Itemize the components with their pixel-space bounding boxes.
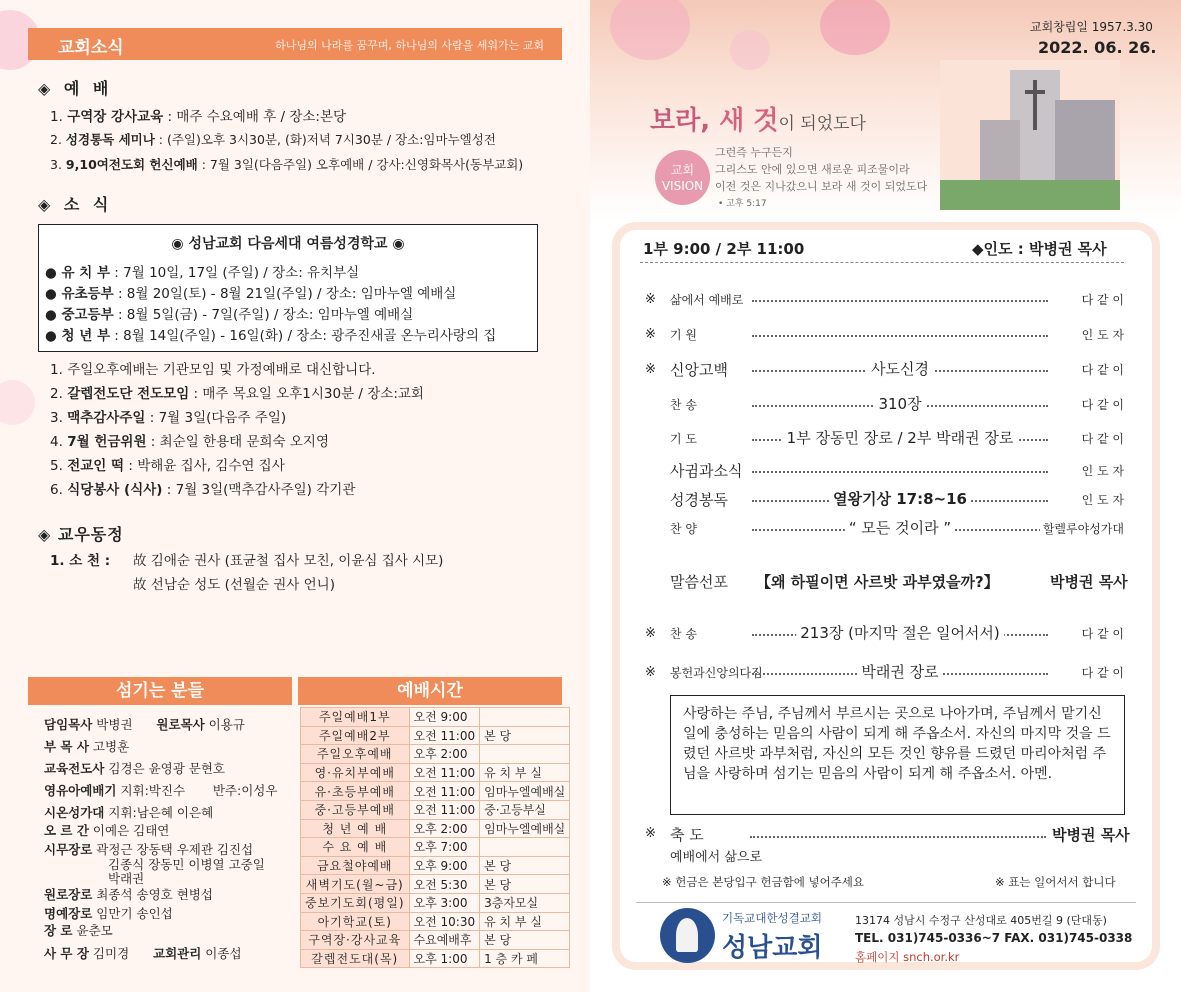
flower-decoration (820, 0, 890, 55)
service-leader: ◆인도 : 박병권 목사 (972, 240, 1107, 258)
box-item: ● 중고등부 : 8월 5일(금) - 7일(주일) / 장소: 임마누엘 예배실 (45, 307, 414, 323)
worship-item: 2. 성경통독 세미나 : (주일)오후 3시30분, (화)저녁 7시30분 / 장소:임마누엘성전 (50, 132, 496, 147)
schedule-cell: 중·고등부예배 (301, 800, 410, 819)
order-mark: ※ (645, 362, 656, 377)
leader-dots (752, 300, 1048, 302)
order-mark: ※ (645, 292, 656, 307)
service-time: 1부 9:00 / 2부 11:00 (643, 240, 805, 258)
denomination: 기독교대한성결교회 (722, 911, 822, 925)
schedule-row (301, 763, 570, 782)
schedule-cell: 청 년 예 배 (301, 819, 410, 838)
order-item-leader: 다 같 이 (1079, 291, 1124, 308)
order-item-name: 찬 양 (670, 522, 697, 536)
order-item-name: 기 도 (670, 432, 697, 446)
schedule-cell: 아기학교(토) (301, 912, 410, 931)
schedule-cell: 임마누엘예배실 (480, 782, 570, 801)
blessing-leader: 박병권 목사 (1052, 826, 1130, 844)
staff-row: 영유아예배기 지휘:박진수 반주:이성우 (44, 783, 278, 798)
schedule-row (301, 819, 570, 838)
order-item-detail: 사도신경 (867, 358, 933, 379)
schedule-row (301, 893, 570, 912)
order-item-name: 신앙고백 (670, 361, 728, 379)
schedule-row (301, 912, 570, 931)
schedule-cell: 오전 11:00 (409, 800, 480, 819)
staff-header: 섬기는 분들 (28, 677, 292, 705)
schedule-row (301, 949, 570, 968)
order-item-detail: 박래권 장로 (857, 661, 942, 682)
vision-badge: 교회 VISION (655, 150, 710, 205)
schedule-cell: 중보기도회(평일) (301, 893, 410, 912)
verse-line: 그리스도 안에 있으면 새로운 피조물이라 (715, 163, 910, 176)
schedule-cell: 수요예배후 (409, 931, 480, 950)
schedule-cell: 오전 5:30 (409, 875, 480, 894)
blessing-name: 축 도 (670, 826, 704, 844)
schedule-cell: 주일오후예배 (301, 745, 410, 764)
schedule-row (301, 726, 570, 745)
staff-row: 시무장로 곽정근 장동택 우제관 김진섭 (44, 842, 254, 857)
box-title: ◉ 성남교회 다음세대 여름성경학교 ◉ (171, 236, 405, 252)
divider (640, 262, 1124, 263)
homepage-link[interactable]: 홈페이지 snch.or.kr (855, 950, 960, 964)
news-item: 4. 7월 헌금위원 : 최순일 한용태 문희숙 오지영 (50, 434, 329, 450)
order-item-name: 사귐과소식 (670, 462, 743, 480)
schedule-cell: 금요철야예배 (301, 856, 410, 875)
schedule-cell: 임마누엘예배실 (480, 819, 570, 838)
left-page (0, 0, 590, 992)
staff-row: 시온성가대 지휘:남은혜 이은혜 (44, 805, 214, 820)
prayer-box: 사랑하는 주님, 주님께서 부르시는 곳으로 나아가며, 주님께서 맡기신 일에 충성하는 믿음의 사람이 되게 해 주옵소서. 자신의 마지막 것을 드렸던 사르밧 과부처럼, 자신의 모든 것인 향유를 드렸던 마리아처럼 주님을 사랑하며 섬기는 믿음의 사람이 되게 해 주옵소서. 아멘. (670, 695, 1125, 815)
order-item-detail: 310장 (874, 393, 925, 414)
church-logo-icon (660, 908, 715, 963)
order-item-detail: 1부 장동민 장로 / 2부 박래권 장로 (783, 427, 1018, 448)
schedule-cell: 유 치 부 실 (480, 763, 570, 782)
schedule-cell: 유·초등부예배 (301, 782, 410, 801)
leader-dots (750, 836, 1046, 838)
church-name: 성남교회 (722, 933, 823, 963)
schedule-cell: 오후 2:00 (409, 745, 480, 764)
worship-schedule-table (300, 707, 570, 968)
schedule-cell: 구역장·강사교육 (301, 931, 410, 950)
leader-dots (752, 471, 1048, 473)
schedule-row (301, 745, 570, 764)
news-item: 5. 전교인 떡 : 박해윤 집사, 김수연 집사 (50, 458, 285, 474)
schedule-cell: 주일예배1부 (301, 708, 410, 727)
schedule-cell: 오후 1:00 (409, 949, 480, 968)
order-item-leader: 인 도 자 (1079, 491, 1124, 508)
order-mark: ※ (645, 327, 656, 342)
schedule-cell: 본 당 (480, 856, 570, 875)
order-item-leader: 다 같 이 (1079, 664, 1124, 681)
flower-decoration (730, 30, 770, 70)
schedule-cell: 본 당 (480, 931, 570, 950)
schedule-row (301, 931, 570, 950)
offering-note: ※ 헌금은 본당입구 헌금함에 넣어주세요 (662, 875, 864, 889)
members-label: 1. 소 천 : (50, 553, 111, 569)
schedule-cell (480, 708, 570, 727)
schedule-cell: 오후 7:00 (409, 838, 480, 857)
church-building-image (940, 60, 1120, 210)
order-item-name: 찬 송 (670, 398, 697, 412)
staff-row: 김종식 장동민 이병열 고중일 (108, 857, 265, 872)
members-line: 故 선남순 성도 (선월순 권사 언니) (133, 577, 335, 593)
order-item-detail: “ 모든 것이라 ” (845, 517, 955, 538)
news-item: 6. 식당봉사 (식사) : 7월 3일(맥추감사주일) 각기관 (50, 482, 356, 498)
schedule-cell: 수 요 예 배 (301, 838, 410, 857)
schedule-cell (480, 745, 570, 764)
schedule-cell (480, 838, 570, 857)
slogan: 보라, 새 것이 되었도다 (650, 106, 866, 136)
summer-bible-school-box (38, 224, 538, 352)
schedule-cell: 1 층 카 페 (480, 949, 570, 968)
news-item: 2. 갈렙전도단 전도모임 : 매주 목요일 오후1시30분 / 장소:교회 (50, 386, 424, 402)
schedule-cell: 본 당 (480, 875, 570, 894)
founded-date: 교회창립일 1957.3.30 (1030, 20, 1153, 34)
worship-item: 3. 9,10여전도회 헌신예배 : 7월 3일(다음주일) 오후예배 / 강사:신영화목사(동부교회) (50, 157, 524, 172)
news-header-title: 교회소식 (58, 38, 124, 58)
schedule-row (301, 856, 570, 875)
order-item-leader: 다 같 이 (1079, 361, 1124, 378)
worship-title: ◈ 예 배 (38, 79, 113, 98)
order-mark: ※ (645, 626, 656, 641)
order-item-name: 기 원 (670, 328, 697, 342)
sermon-title: 【왜 하필이면 사르밧 과부였을까?】 (756, 573, 999, 591)
staff-row: 담임목사 박병권 원로목사 이용규 (44, 717, 245, 732)
schedule-header: 예배시간 (298, 677, 562, 705)
staff-row: 오 르 간 이예은 김태연 (44, 823, 170, 838)
order-item-leader: 인 도 자 (1079, 462, 1124, 479)
schedule-cell: 오후 9:00 (409, 856, 480, 875)
box-item: ● 유 치 부 : 7월 10일, 17일 (주일) / 장소: 유치부실 (45, 265, 360, 281)
order-item-leader: 인 도 자 (1079, 326, 1124, 343)
order-item-name: 성경봉독 (670, 491, 728, 509)
schedule-cell: 오후 2:00 (409, 819, 480, 838)
schedule-cell: 3층자모실 (480, 893, 570, 912)
schedule-row (301, 800, 570, 819)
schedule-cell: 오후 3:00 (409, 893, 480, 912)
order-item-name: 찬 송 (670, 627, 697, 641)
leader-dots (752, 335, 1048, 337)
order-item-name: 봉헌과신앙의다짐 (670, 666, 763, 680)
blessing-sub: 예배에서 삶으로 (670, 850, 763, 865)
schedule-cell: 영·유치부예배 (301, 763, 410, 782)
order-item-detail: 열왕기상 17:8~16 (829, 488, 971, 509)
order-item-name: 삶에서 예배로 (670, 293, 744, 307)
schedule-row (301, 838, 570, 857)
news-header (28, 28, 562, 60)
address: 13174 성남시 수정구 산성대로 405번길 9 (단대동) (855, 914, 1107, 927)
order-item-leader: 다 같 이 (1079, 430, 1124, 447)
staff-row: 장 로 윤춘모 (44, 923, 113, 938)
schedule-cell: 중·고등부실 (480, 800, 570, 819)
standing-note: ※ 표는 일어서서 합니다 (995, 875, 1116, 889)
schedule-cell: 유 치 부 실 (480, 912, 570, 931)
staff-row: 원로장로 최종석 송영호 현병섭 (44, 887, 213, 902)
schedule-cell: 오전 11:00 (409, 763, 480, 782)
schedule-row (301, 875, 570, 894)
verse-line: 이전 것은 지나갔으니 보라 새 것이 되었도다 (715, 180, 928, 193)
box-item: ● 청 년 부 : 8월 14일(주일) - 16일(화) / 장소: 광주진새골 온누리사랑의 집 (45, 328, 497, 344)
schedule-row (301, 782, 570, 801)
schedule-row (301, 708, 570, 727)
staff-row: 교육전도사 김경은 윤영광 문현호 (44, 761, 225, 776)
schedule-cell: 오전 11:00 (409, 726, 480, 745)
schedule-cell: 오전 9:00 (409, 708, 480, 727)
schedule-cell: 주일예배2부 (301, 726, 410, 745)
flower-decoration (0, 380, 35, 425)
box-item: ● 유초등부 : 8월 20일(토) - 8월 21일(주일) / 장소: 임마누엘 예배실 (45, 286, 457, 302)
order-item-leader: 할렐루야성가대 (1040, 520, 1124, 537)
verse-reference: • 고후 5:17 (718, 199, 767, 209)
sermon-label: 말씀선포 (670, 573, 728, 591)
sermon-preacher: 박병권 목사 (1050, 573, 1128, 591)
order-mark: ※ (645, 665, 656, 680)
schedule-cell: 오전 11:00 (409, 782, 480, 801)
schedule-cell: 새벽기도(월~금) (301, 875, 410, 894)
staff-row: 박래권 (108, 871, 145, 886)
staff-row: 부 목 사 고병훈 (44, 739, 130, 754)
schedule-cell: 오전 10:30 (409, 912, 480, 931)
bulletin-date: 2022. 06. 26. (1038, 38, 1157, 57)
blessing-mark: ※ (645, 826, 656, 841)
order-item-detail: 213장 (마지막 절은 일어서서) (796, 622, 1004, 643)
news-item: 1. 주일오후예배는 기관모임 및 가정예배로 대신합니다. (50, 362, 376, 378)
worship-item: 1. 구역장 강사교육 : 매주 수요예배 후 / 장소:본당 (50, 109, 347, 125)
order-item-leader: 다 같 이 (1079, 625, 1124, 642)
order-item-leader: 다 같 이 (1079, 396, 1124, 413)
news-title: ◈ 소 식 (38, 195, 113, 214)
news-item: 3. 맥추감사주일 : 7월 3일(다음주 주일) (50, 410, 287, 426)
schedule-cell: 갈렙전도대(목) (301, 949, 410, 968)
phone-fax: TEL. 031)745-0336~7 FAX. 031)745-0338 (855, 931, 1133, 945)
staff-row: 명예장로 임만기 송인섭 (44, 906, 173, 921)
divider (636, 902, 1136, 903)
schedule-cell: 본 당 (480, 726, 570, 745)
members-line: 故 김애순 권사 (표균철 집사 모친, 이윤심 집사 시모) (133, 553, 444, 569)
flower-decoration (610, 0, 690, 60)
staff-row: 사 무 장 김미경 교회관리 이종섭 (44, 946, 242, 961)
verse-line: 그런즉 누구든지 (715, 146, 793, 159)
news-header-subtitle: 하나님의 나라를 꿈꾸며, 하나님의 사람을 세워가는 교회 (275, 39, 544, 52)
members-title: ◈ 교우동정 (38, 525, 124, 544)
